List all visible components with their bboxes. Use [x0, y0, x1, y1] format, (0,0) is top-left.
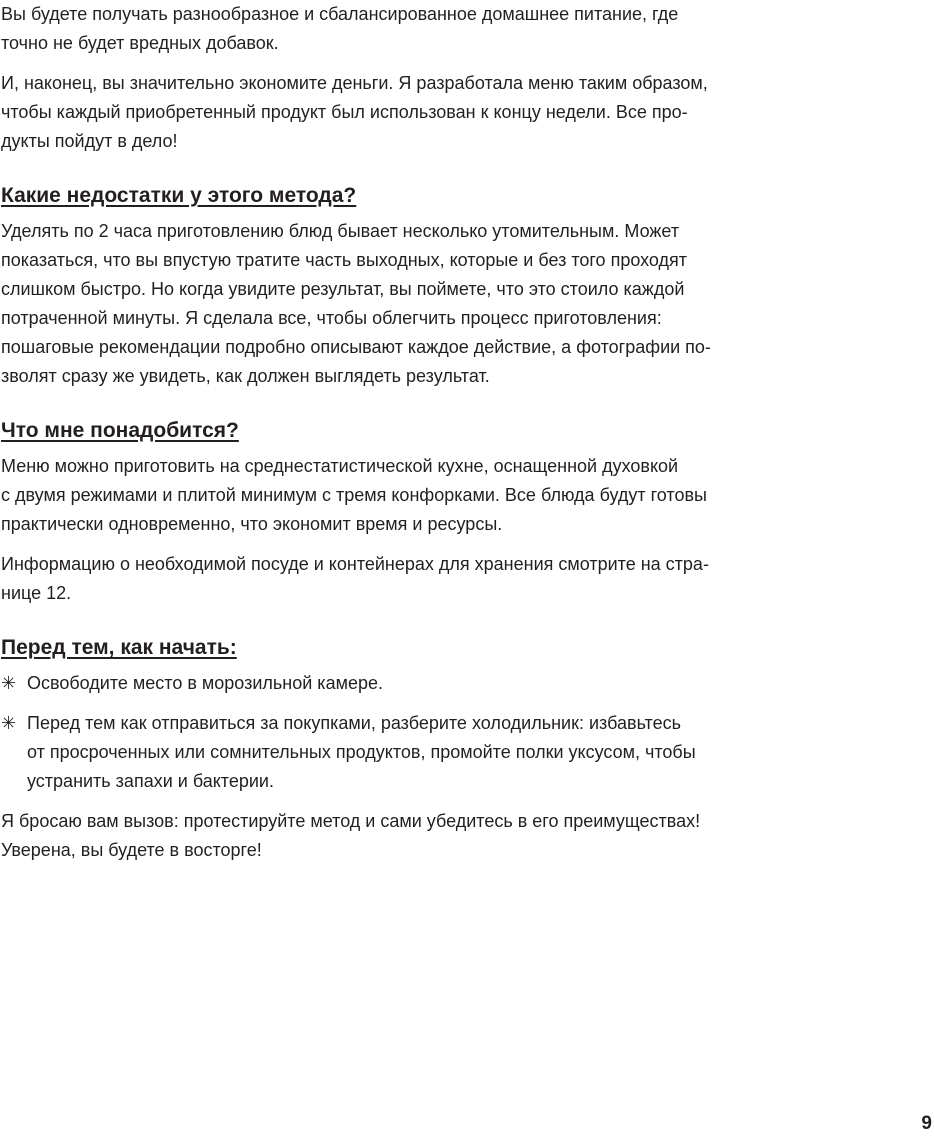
bullet-text — [27, 709, 851, 796]
text-line: нице 12. — [1, 583, 72, 603]
text-line: зволят сразу же увидеть, как должен выглядеть результат. — [1, 366, 490, 386]
text-line: чтобы каждый приобретенный продукт был использован к концу недели. Все про- — [1, 102, 688, 122]
closing-paragraph — [1, 807, 851, 865]
asterisk-bullet-icon: ✳ — [1, 673, 17, 694]
text-line: от просроченных или сомнительных продуктов, промойте полки уксусом, чтобы — [27, 742, 696, 762]
text-line: точно не будет вредных добавок. — [1, 33, 279, 53]
section-heading-requirements: Что мне понадобится? — [1, 419, 239, 442]
drawbacks-paragraph — [1, 217, 851, 391]
text-line: потраченной минуты. Я сделала все, чтобы облегчить процесс приготовления: — [1, 308, 662, 328]
page-number: 9 — [921, 1113, 932, 1134]
text-line: слишком быстро. Но когда увидите результат, вы поймете, что это стоило каждой — [1, 279, 685, 299]
asterisk-bullet-icon: ✳ — [1, 713, 17, 734]
requirements-paragraph — [1, 550, 851, 608]
requirements-paragraph — [1, 452, 851, 539]
text-line: Информацию о необходимой посуде и контейнерах для хранения смотрите на стра- — [1, 554, 709, 574]
text-line: Уделять по 2 часа приготовлению блюд бывает несколько утомительным. Может — [1, 221, 680, 241]
section-heading-before-start: Перед тем, как начать: — [1, 636, 237, 659]
text-line: пошаговые рекомендации подробно описывают каждое действие, а фотографии по- — [1, 337, 711, 357]
text-line: дукты пойдут в дело! — [1, 131, 178, 151]
bullet-item — [1, 709, 851, 796]
text-line: Я бросаю вам вызов: протестируйте метод и сами убедитесь в его преимуществах! — [1, 811, 701, 831]
text-line: с двумя режимами и плитой минимум с тремя конфорками. Все блюда будут готовы — [1, 485, 707, 505]
bullet-text — [27, 669, 851, 698]
page-content — [1, 0, 851, 876]
text-line: И, наконец, вы значительно экономите деньги. Я разработала меню таким образом, — [1, 73, 708, 93]
text-line: Меню можно приготовить на среднестатистической кухне, оснащенной духовкой — [1, 456, 679, 476]
text-line: Перед тем как отправиться за покупками, разберите холодильник: избавьтесь — [27, 713, 681, 733]
text-line: Освободите место в морозильной камере. — [27, 673, 384, 693]
intro-paragraph — [1, 69, 851, 156]
intro-paragraph — [1, 0, 851, 58]
text-line: Вы будете получать разнообразное и сбалансированное домашнее питание, где — [1, 4, 679, 24]
text-line: Уверена, вы будете в восторге! — [1, 840, 262, 860]
text-line: устранить запахи и бактерии. — [27, 771, 274, 791]
section-heading-drawbacks: Какие недостатки у этого метода? — [1, 184, 357, 207]
text-line: показаться, что вы впустую тратите часть выходных, которые и без того проходят — [1, 250, 688, 270]
bullet-item — [1, 669, 851, 698]
text-line: практически одновременно, что экономит время и ресурсы. — [1, 514, 503, 534]
